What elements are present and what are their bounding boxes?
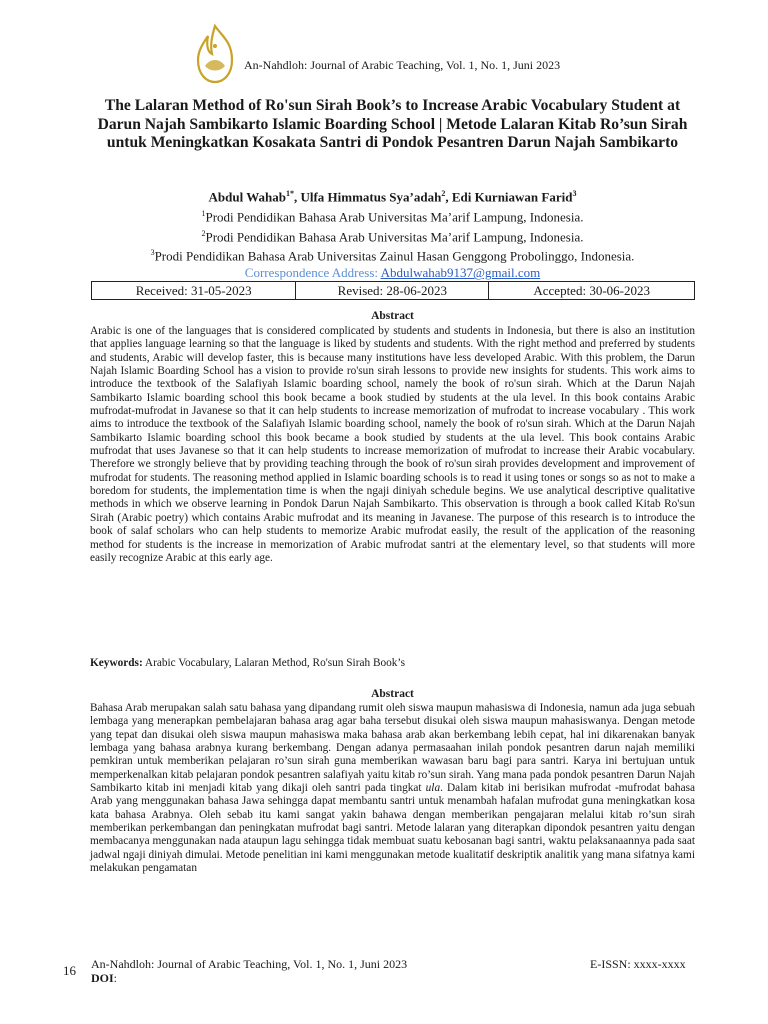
received-date: Received: 31-05-2023 bbox=[92, 282, 296, 300]
abstract-en-text: Arabic is one of the languages that is considered complicated by students and students in Indonesia, but there is also an institution that applies language learning so that the language is liked by students and students. With the right method and preferred by students and students, Arabic will develop faster, this is because many institutions have less developed Arabic. With this problem, the Darun Najah Islamic Boarding School has a vision to provide ro'sun sirah lessons to provide new insights for students. This work aims to introduce the textbook of the Salafiyah Islamic boarding school, namely the book of ro'sun sirah. Which at the Darun Najah Sambikarto Islamic boarding school this book became a book studied by students at the ula level. In this book contains Arabic mufrodat-mufrodat in Javanese so that it can help students to increase memorization of mufrodat to increase vocabulary . This work aims to introduce the textbook of the Salafiyah Islamic boarding school, namely the book of ro'sun sirah. Which at the Darun Najah Sambikarto Islamic boarding school this book became a book studied by students at the ula level. This book contains Arabic mufrodat that uses Javanese so that it can help students to increase memorization of mufrodat to increase their Arabic vocabulary. Therefore we strongly believe that by providing teaching through the book of ro'sun sirah provides development and improvement of mufrodat for students. The reasoning method applied in Islamic boarding schools is to read it using tones or songs so as not to make a boredom for students, the implementation time is when the ngaji diniyah schedule begins. We use analytical descriptive qualitative methods in which we observe learning in Pondok Darun Najah Sambikarto. This observation is through a book called Kitab Ro'sun Sirah (Arabic poetry) which contains Arabic mufrodat and its meaning in Javanese. The purpose of this research is to introduce the book of salaf scholars who can help students to memorize Arabic mufrodat easily, the result of the application of the reasoning method for students is the increase in memorization of Arabic mufrodat santri at the elementary level, so that students will more easily recognize Arabic at this early age. bbox=[90, 325, 695, 564]
revised-date: Revised: 28-06-2023 bbox=[296, 282, 489, 300]
footer-eissn: E-ISSN: xxxx-xxxx bbox=[590, 957, 686, 971]
keywords bbox=[90, 657, 695, 669]
abstract-en-heading: Abstract bbox=[371, 310, 414, 322]
journal-logo-icon bbox=[192, 22, 238, 88]
affiliation-1: $^1$Prodi Pendidikan Bahasa Arab Universitas Ma’arif Lampung, Indonesia. bbox=[201, 208, 584, 225]
paper-title: The Lalaran Method of Ro'sun Sirah Book’s to Increase Arabic Vocabulary Student at Darun Najah Sambikarto Islamic Boarding School | Metode Lalaran Kitab Ro’sun Sirah untuk Meningkatkan Kosakata Santri di Pondok Pesantren Darun Najah Sambikarto bbox=[97, 97, 688, 151]
author-2: Ulfa Himmatus Sya’adah bbox=[300, 189, 442, 205]
author-block bbox=[60, 186, 725, 282]
affiliation-3: $^3$Prodi Pendidikan Bahasa Arab Universitas Zainul Hasan Genggong Probolinggo, Indonesia. bbox=[150, 248, 635, 264]
author-1: Abdul Wahab bbox=[208, 189, 286, 205]
keywords-list: Arabic Vocabulary, Lalaran Method, Ro'sun Sirah Book’s bbox=[144, 657, 405, 669]
footer-journal-line: An-Nahdloh: Journal of Arabic Teaching, Vol. 1, No. 1, Juni 2023 bbox=[91, 957, 408, 971]
page-number: 16 bbox=[63, 963, 76, 978]
affiliation-2: $^2$Prodi Pendidikan Bahasa Arab Universitas Ma’arif Lampung, Indonesia. bbox=[201, 228, 584, 244]
ula-term: ula bbox=[425, 782, 441, 795]
footer-doi: DOI: bbox=[91, 971, 118, 985]
correspondence-label: Correspondence Address: bbox=[244, 265, 379, 281]
correspondence-email-link[interactable]: Abdulwahab9137@gmail.com bbox=[380, 265, 541, 281]
journal-header: An-Nahdloh: Journal of Arabic Teaching, Vol. 1, No. 1, Juni 2023 bbox=[244, 58, 561, 72]
dates-table bbox=[91, 281, 695, 300]
abstract-id-text: Bahasa Arab merupakan salah satu bahasa yang dipandang rumit oleh siswa maupun mahasiswa di Indonesia, namun ada juga sebuah lembaga yang menerapkan pembelajaran bahasa arag agar baha tersebut disukai oleh siswa maupun mahasiswanya. Dengan metode yang tepat dan disukai oleh siswa maupun mahasiswa maka bahasa arab akan berkembang lebih cepat, hal ini dikarenakan banyak lembaga yang bahasa arabnya kurang berkembang. Dengan adanya permasaahan inilah pondok pesantren darun najah memiliki pemkiran untuk memberikan pelajaran ro’sun sirah guna memberikan wawasan baru bagi para santri. Karya ini bertujuan untuk memperkenalkan kitab pelajaran pondok pesantren salafiyah yaitu kitab ro’sun sirah. Yang mana pada pondok pesantren Darun Najah Sambikarto kitab ini menjadi kitab yang dikaji oleh santri pada tingkat ula. Dalam kitab ini berisikan mufrodat -mufrodat bahasa Arab yang menggunakan bahasa Jawa sehingga dapat membantu santri untuk menambah hafalan mufrodat guna meningkatkan kosa kata bahasa Arabnya. Oleh sebab itu kami sangat yakin bahawa dengan memberikan pengajaran melalui kitab ro’sun sirah memberikan perkembangan dan peningkatan mufrodat bagi santri. Metode lalaran yang diterapkan dipondok pesantren yaitu dengan membacanya menggunakan nada ataupun lagu sehingga tidak membuat suatu kebosanan bagi santri, waktu pelaksanaannya pada saat jadwal ngaji diniyah dimulai. Metode penelitian ini kami menggunakan metode kualitatif deskriptik analitik yang mana sifatnya kami melakukan pengamatan bbox=[90, 702, 695, 875]
author-names: Abdul Wahab$^{1*}$, Ulfa Himmatus Sya’adah$^2$, Edi Kurniawan Farid$^3$ bbox=[208, 189, 577, 205]
accepted-date: Accepted: 30-06-2023 bbox=[489, 282, 695, 300]
author-3: Edi Kurniawan Farid bbox=[451, 189, 573, 205]
abstract-id-heading: Abstract bbox=[371, 688, 414, 700]
keywords-label: Keywords: bbox=[90, 657, 143, 669]
correspondence bbox=[60, 265, 725, 282]
footer-journal bbox=[91, 957, 407, 985]
